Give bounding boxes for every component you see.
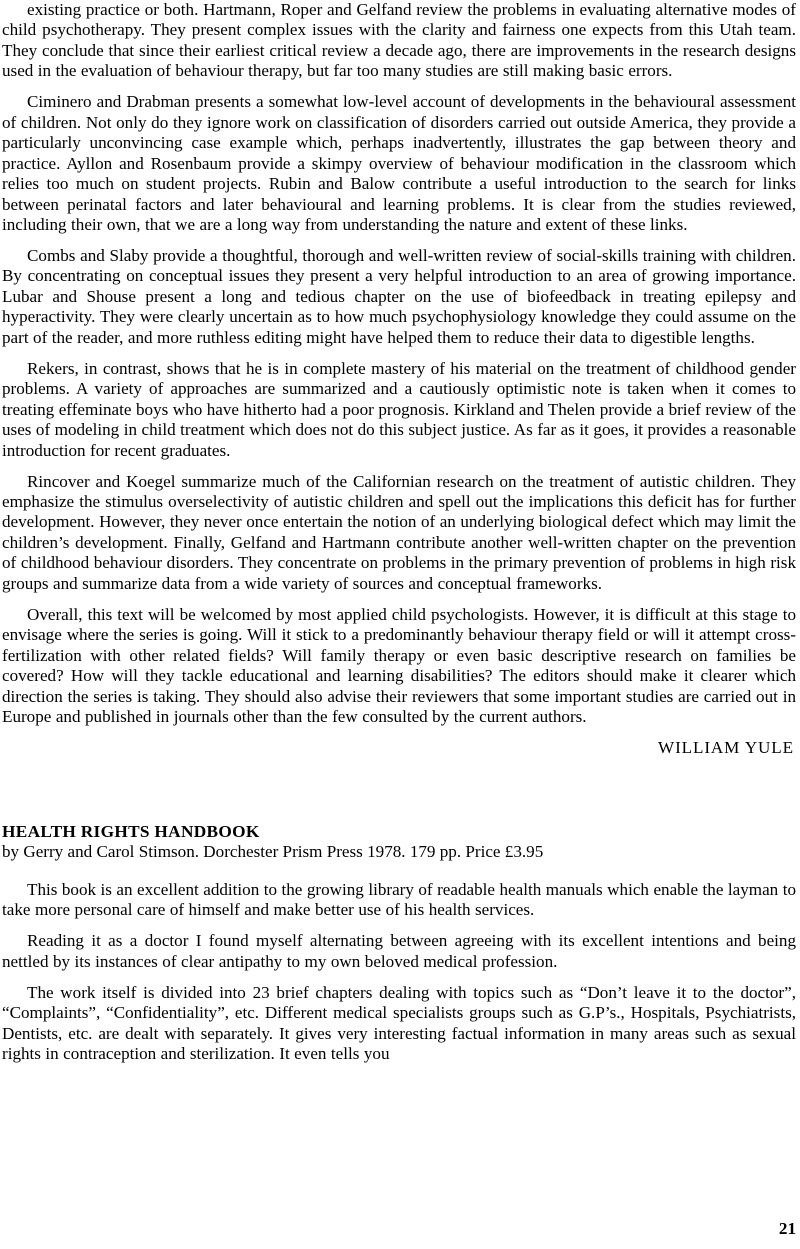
page-content <box>2 0 796 1064</box>
paragraph: This book is an excellent addition to the growing library of readable health manuals which enable the layman to take more personal care of himself and make better use of his health services. <box>2 879 796 920</box>
paragraph: Rincover and Koegel summarize much of the Californian research on the treatment of autistic children. They emphasize the stimulus overselectivity of autistic children and spell out the implications this deficit has for further development. However, they never once entertain the notion of an underlying biological defect which may limit the children’s development. Finally, Gelfand and Hartmann contribute another well-written chapter on the prevention of childhood behaviour disorders. They concentrate on problems in the primary prevention of problems in high risk groups and summarize data from a wide variety of sources and conceptual frameworks. <box>2 471 796 593</box>
paragraph: Combs and Slaby provide a thoughtful, thorough and well-written review of social-skills training with children. By concentrating on conceptual issues they present a very helpful introduction to an area of growing importance. Lubar and Shouse present a long and tedious chapter on the use of biofeedback in treating epilepsy and hyperactivity. They were clearly uncertain as to how much psychophysiology knowledge they could assume on the part of the reader, and more ruthless editing might have helped them to reduce their data to digestible lengths. <box>2 245 796 347</box>
page-number: 21 <box>778 1219 796 1238</box>
paragraph: The work itself is divided into 23 brief chapters dealing with topics such as “Don’t leave it to the doctor”, “Complaints”, “Confidentiality”, etc. Different medical specialists groups such as G.P’s., Hospitals, Psychiatrists, Dentists, etc. are dealt with separately. It gives very interesting factual information in many areas such as sexual rights in contraception and sterilization. It even tells you <box>2 982 796 1063</box>
paragraph-continuation: existing practice or both. Hartmann, Roper and Gelfand review the problems in evaluating alternative modes of child psychotherapy. They present complex issues with the clarity and fairness one expects from this Utah team. They conclude that since their earliest critical review a decade ago, there are improvements in the research designs used in the evaluation of behaviour therapy, but far too many studies are still making basic errors. <box>2 0 796 81</box>
paragraph: Reading it as a doctor I found myself alternating between agreeing with its excellent intentions and being nettled by its instances of clear antipathy to my own beloved medical profession. <box>2 931 796 971</box>
paragraph: Overall, this text will be welcomed by most applied child psychologists. However, it is difficult at this stage to envisage where the series is going. Will it stick to a predominantly behaviour therapy field or will it attempt cross-fertilization with other related fields? Will family therapy or even basic descriptive research on families be covered? How will they tackle educational and learning disabilities? The editors should make it clearer which direction the series is taking. They should also advise their reviewers that some important studies are carried out in Europe and published in journals other than the few consulted by the current authors. <box>2 604 796 726</box>
section-spacer <box>2 759 796 822</box>
paragraph: Rekers, in contrast, shows that he is in complete mastery of his material on the treatment of childhood gender problems. A variety of approaches are summarized and a cautiously optimistic note is taken when it comes to treating effeminate boys who have hitherto had a poor prognosis. Kirkland and Thelen provide a brief review of the uses of modeling in child treatment which does not do this subject justice. As far as it goes, it provides a reasonable introduction for recent graduates. <box>2 358 796 460</box>
paragraph: Ciminero and Drabman presents a somewhat low-level account of developments in the behavioural assessment of children. Not only do they ignore work on classification of disorders carried out outside America, they provide a particularly unconvincing case example which, perhaps inadvertently, illustrates the gap between theory and practice. Ayllon and Rosenbaum provide a skimpy overview of behaviour modification in the classroom which relies too much on student projects. Rubin and Balow contribute a useful introduction to the search for links between perinatal factors and later behavioural and learning problems. It is clear from the studies reviewed, including their own, that we are a long way from understanding the nature and extent of these links. <box>2 92 796 235</box>
book-byline: by Gerry and Carol Stimson. Dorchester Prism Press 1978. 179 pp. Price £3.95 <box>2 842 544 862</box>
byline-spacer <box>2 863 796 880</box>
book-title-heading: HEALTH RIGHTS HANDBOOK <box>2 821 260 841</box>
reviewer-signature: WILLIAM YULE <box>658 738 794 758</box>
